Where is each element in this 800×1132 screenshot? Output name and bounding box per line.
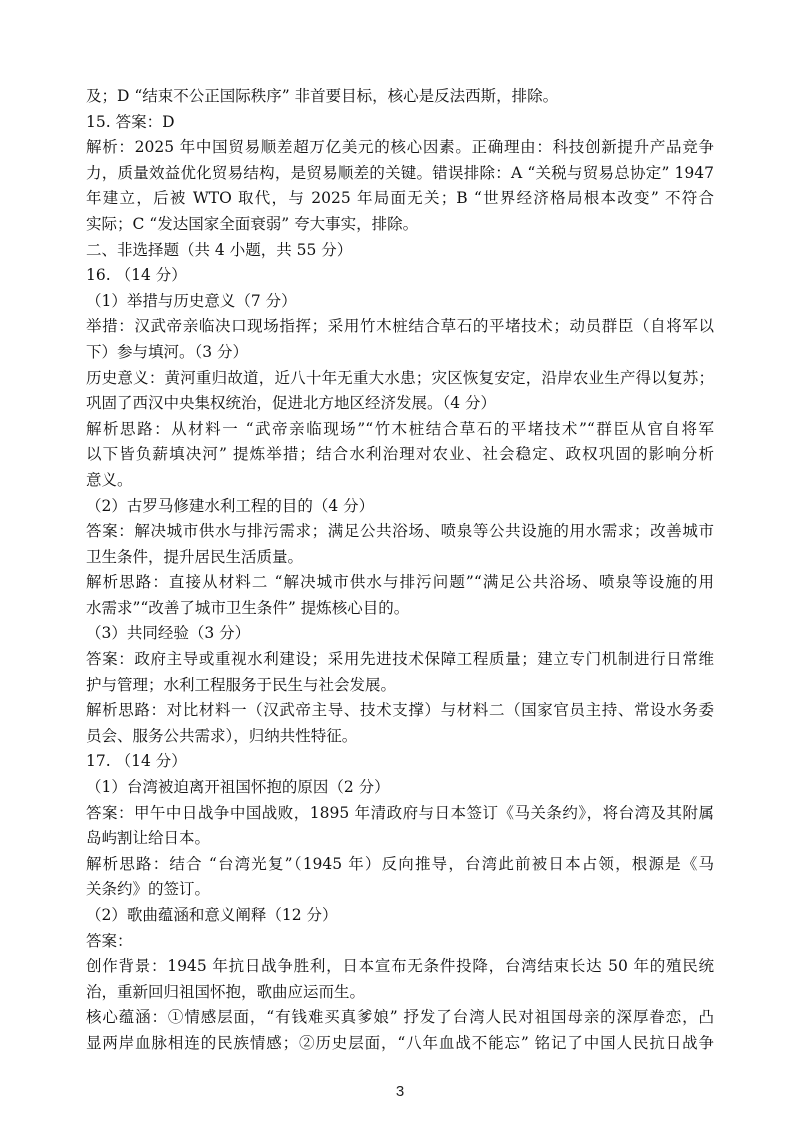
text-line: 16. （14 分） <box>86 266 187 285</box>
text-line: 下）参与填河。（3 分） <box>86 342 249 361</box>
text-line: （3）共同经验（3 分） <box>86 624 251 643</box>
text-line: 创作背景：1945 年抗日战争胜利，日本宣布无条件投降，台湾结束长达 50 年的殖民统 <box>86 957 714 976</box>
text-line: 卫生条件，提升居民生活质量。 <box>86 547 304 566</box>
text-line: 意义。 <box>86 470 133 489</box>
text-line: 17. （14 分） <box>86 752 187 771</box>
text-line: 解析：2025 年中国贸易顺差超万亿美元的核心因素。正确理由：科技创新提升产品竞争 <box>86 138 714 157</box>
text-line: 力，质量效益优化贸易结构，是贸易顺差的关键。错误排除：A “关税与贸易总协定” 1947 <box>86 163 714 182</box>
text-line: 解析思路：直接从材料二 “解决城市供水与排污问题”“满足公共浴场、喷泉等设施的用 <box>86 573 714 592</box>
text-line: （1）台湾被迫离开祖国怀抱的原因（2 分） <box>86 778 390 797</box>
text-line: 显两岸血脉相连的民族情感；②历史层面，“八年血战不能忘” 铭记了中国人民抗日战争 <box>86 1033 714 1052</box>
text-line: 员会、服务公共需求），归纳共性特征。 <box>86 726 358 745</box>
text-line: 护与管理；水利工程服务于民生与社会发展。 <box>86 675 397 694</box>
text-line: 答案：政府主导或重视水利建设；采用先进技术保障工程质量；建立专门机制进行日常维 <box>86 650 714 669</box>
text-line: 及；D “结束不公正国际秩序” 非首要目标，核心是反法西斯，排除。 <box>86 87 559 105</box>
text-line: 答案：甲午中日战争中国战败，1895 年清政府与日本签订《马关条约》，将台湾及其附属 <box>86 803 714 822</box>
text-line: 核心蕴涵：①情感层面，“有钱难买真爹娘” 抒发了台湾人民对祖国母亲的深厚眷恋，凸 <box>86 1008 714 1027</box>
text-line: 水需求”“改善了城市卫生条件” 提炼核心目的。 <box>86 598 410 617</box>
text-line: 岛屿割让给日本。 <box>86 829 211 848</box>
text-line: 答案： <box>86 931 133 950</box>
text-line: 举措：汉武帝亲临决口现场指挥；采用竹木桩结合草石的平堵技术；动员群臣（自将军以 <box>86 317 714 336</box>
text-line: 巩固了西汉中央集权统治，促进北方地区经济发展。（4 分） <box>86 394 497 413</box>
text-line: 关条约》的签订。 <box>86 880 211 899</box>
text-line: 解析思路：对比材料一（汉武帝主导、技术支撑）与材料二（国家官员主持、常设水务委 <box>86 701 714 720</box>
text-line: 年建立，后被 WTO 取代，与 2025 年局面无关；B “世界经济格局根本改变” 不符合 <box>86 189 714 208</box>
text-line: 治，重新回归祖国怀抱，歌曲应运而生。 <box>86 982 366 1001</box>
text-line: 历史意义：黄河重归故道，近八十年无重大水患；灾区恢复安定，沿岸农业生产得以复苏； <box>86 368 714 387</box>
text-line: （2）古罗马修建水利工程的目的（4 分） <box>86 496 375 515</box>
text-line: （2）歌曲蕴涵和意义阐释（12 分） <box>86 906 338 924</box>
text-line: 解析思路：从材料一 “武帝亲临现场”“竹木桩结合草石的平堵技术”“群臣从官自将军 <box>86 419 714 438</box>
text-line: （1）举措与历史意义（7 分） <box>86 291 297 310</box>
text-line: 二、非选择题（共 4 小题，共 55 分） <box>86 240 353 259</box>
document-body <box>86 84 714 1057</box>
text-line: 解析思路：结合 “台湾光复”（1945 年）反向推导，台湾此前被日本占领，根源是《马 <box>86 854 714 873</box>
text-line: 以下皆负薪填决河” 提炼举措；结合水利治理对农业、社会稳定、政权巩固的影响分析 <box>86 445 714 464</box>
text-line: 实际；C “发达国家全面衰弱” 夸大事实，排除。 <box>86 214 419 233</box>
text-line: 15. 答案：D <box>86 112 175 131</box>
page-number: 3 <box>395 1083 405 1100</box>
text-line: 答案：解决城市供水与排污需求；满足公共浴场、喷泉等公共设施的用水需求；改善城市 <box>86 522 714 541</box>
